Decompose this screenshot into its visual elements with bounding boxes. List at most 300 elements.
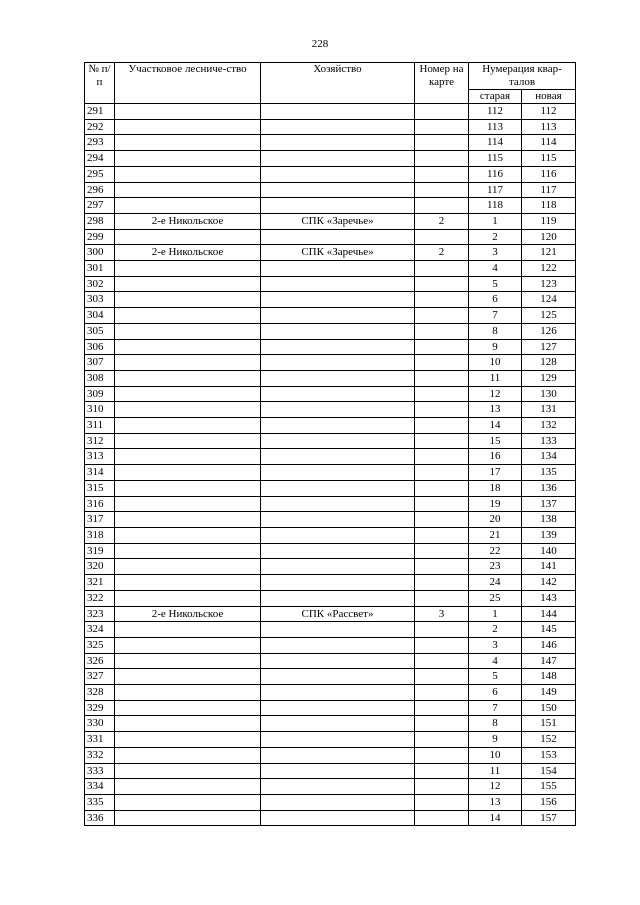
header-quarters: Нумерация квар-талов [469,63,576,90]
cell-old-quarter: 112 [469,104,522,120]
cell-forestry [115,276,261,292]
cell-farm [261,496,415,512]
table-row [85,402,576,418]
cell-num: 312 [85,433,115,449]
cell-farm [261,104,415,120]
cell-forestry [115,527,261,543]
cell-map-number [415,496,469,512]
cell-new-quarter: 142 [522,575,576,591]
header-map-number: Номер на карте [415,63,469,104]
cell-old-quarter: 23 [469,559,522,575]
cell-map-number [415,622,469,638]
cell-new-quarter: 120 [522,229,576,245]
cell-farm [261,261,415,277]
cell-new-quarter: 157 [522,810,576,826]
cell-map-number [415,229,469,245]
cell-new-quarter: 121 [522,245,576,261]
table-row [85,198,576,214]
cell-map-number [415,261,469,277]
cell-map-number [415,104,469,120]
cell-old-quarter: 1 [469,606,522,622]
cell-old-quarter: 10 [469,747,522,763]
cell-map-number [415,370,469,386]
cell-map-number [415,480,469,496]
cell-forestry [115,449,261,465]
cell-map-number [415,716,469,732]
cell-old-quarter: 22 [469,543,522,559]
cell-forestry [115,198,261,214]
cell-num: 322 [85,590,115,606]
table-row [85,794,576,810]
cell-map-number [415,732,469,748]
cell-num: 311 [85,418,115,434]
table-row [85,716,576,732]
cell-old-quarter: 13 [469,402,522,418]
cell-old-quarter: 11 [469,370,522,386]
cell-new-quarter: 115 [522,151,576,167]
cell-forestry: 2-е Никольское [115,606,261,622]
cell-farm [261,685,415,701]
cell-num: 318 [85,527,115,543]
cell-farm [261,590,415,606]
cell-old-quarter: 13 [469,794,522,810]
cell-map-number [415,465,469,481]
table-row [85,763,576,779]
cell-farm [261,763,415,779]
header-new: новая [522,90,576,104]
cell-forestry [115,119,261,135]
cell-farm [261,527,415,543]
cell-new-quarter: 132 [522,418,576,434]
cell-num: 308 [85,370,115,386]
cell-map-number [415,794,469,810]
cell-old-quarter: 118 [469,198,522,214]
cell-old-quarter: 16 [469,449,522,465]
cell-new-quarter: 139 [522,527,576,543]
cell-old-quarter: 14 [469,418,522,434]
cell-new-quarter: 119 [522,213,576,229]
cell-new-quarter: 148 [522,669,576,685]
cell-forestry [115,229,261,245]
cell-new-quarter: 156 [522,794,576,810]
table-row [85,323,576,339]
cell-new-quarter: 114 [522,135,576,151]
cell-map-number [415,119,469,135]
cell-forestry [115,810,261,826]
cell-num: 296 [85,182,115,198]
cell-forestry [115,386,261,402]
cell-num: 299 [85,229,115,245]
cell-forestry [115,323,261,339]
cell-num: 320 [85,559,115,575]
table-row [85,559,576,575]
table-row [85,213,576,229]
table-row [85,543,576,559]
cell-old-quarter: 7 [469,308,522,324]
cell-forestry [115,166,261,182]
cell-new-quarter: 143 [522,590,576,606]
cell-farm [261,700,415,716]
cell-old-quarter: 11 [469,763,522,779]
cell-old-quarter: 3 [469,637,522,653]
cell-new-quarter: 116 [522,166,576,182]
table-row [85,386,576,402]
cell-map-number [415,669,469,685]
cell-forestry [115,590,261,606]
cell-num: 333 [85,763,115,779]
cell-map-number [415,449,469,465]
cell-num: 293 [85,135,115,151]
cell-new-quarter: 131 [522,402,576,418]
cell-new-quarter: 125 [522,308,576,324]
cell-num: 315 [85,480,115,496]
cell-new-quarter: 137 [522,496,576,512]
cell-num: 310 [85,402,115,418]
cell-num: 301 [85,261,115,277]
table-row [85,637,576,653]
table-row [85,292,576,308]
cell-farm [261,810,415,826]
cell-old-quarter: 24 [469,575,522,591]
cell-farm [261,575,415,591]
cell-new-quarter: 126 [522,323,576,339]
cell-new-quarter: 112 [522,104,576,120]
cell-map-number [415,527,469,543]
cell-num: 331 [85,732,115,748]
cell-old-quarter: 117 [469,182,522,198]
cell-map-number [415,747,469,763]
cell-forestry [115,700,261,716]
cell-old-quarter: 114 [469,135,522,151]
cell-forestry [115,637,261,653]
cell-old-quarter: 116 [469,166,522,182]
cell-farm: СПК «Заречье» [261,213,415,229]
cell-num: 330 [85,716,115,732]
cell-forestry [115,575,261,591]
cell-map-number [415,810,469,826]
cell-num: 305 [85,323,115,339]
table-row [85,135,576,151]
cell-old-quarter: 2 [469,229,522,245]
cell-old-quarter: 9 [469,339,522,355]
cell-forestry [115,622,261,638]
cell-old-quarter: 12 [469,779,522,795]
cell-num: 328 [85,685,115,701]
cell-old-quarter: 1 [469,213,522,229]
cell-new-quarter: 134 [522,449,576,465]
cell-forestry [115,465,261,481]
cell-map-number [415,575,469,591]
cell-forestry [115,370,261,386]
cell-map-number [415,339,469,355]
cell-map-number: 3 [415,606,469,622]
cell-new-quarter: 122 [522,261,576,277]
cell-forestry [115,480,261,496]
table-row [85,261,576,277]
cell-num: 324 [85,622,115,638]
cell-farm [261,135,415,151]
table-row [85,182,576,198]
cell-farm [261,559,415,575]
cell-farm [261,339,415,355]
cell-map-number [415,386,469,402]
cell-new-quarter: 123 [522,276,576,292]
cell-old-quarter: 20 [469,512,522,528]
cell-old-quarter: 4 [469,261,522,277]
cell-map-number [415,292,469,308]
cell-forestry [115,182,261,198]
cell-farm [261,370,415,386]
cell-old-quarter: 4 [469,653,522,669]
table-row [85,276,576,292]
cell-map-number [415,402,469,418]
cell-map-number [415,166,469,182]
cell-new-quarter: 118 [522,198,576,214]
cell-farm [261,292,415,308]
cell-forestry [115,151,261,167]
table-row [85,418,576,434]
cell-new-quarter: 135 [522,465,576,481]
cell-forestry [115,716,261,732]
cell-num: 306 [85,339,115,355]
cell-map-number [415,323,469,339]
cell-farm [261,637,415,653]
cell-new-quarter: 136 [522,480,576,496]
cell-forestry [115,135,261,151]
table-row [85,308,576,324]
table-row [85,229,576,245]
cell-num: 336 [85,810,115,826]
cell-new-quarter: 149 [522,685,576,701]
header-num: № п/п [85,63,115,104]
cell-new-quarter: 144 [522,606,576,622]
table-row [85,622,576,638]
cell-new-quarter: 127 [522,339,576,355]
cell-new-quarter: 133 [522,433,576,449]
cell-farm: СПК «Рассвет» [261,606,415,622]
table-row [85,527,576,543]
cell-farm [261,323,415,339]
cell-num: 323 [85,606,115,622]
table-row [85,732,576,748]
cell-farm [261,182,415,198]
cell-map-number [415,763,469,779]
cell-forestry [115,433,261,449]
cell-old-quarter: 25 [469,590,522,606]
cell-new-quarter: 147 [522,653,576,669]
table-row [85,747,576,763]
cell-farm [261,653,415,669]
cell-num: 319 [85,543,115,559]
cell-farm [261,732,415,748]
cell-new-quarter: 124 [522,292,576,308]
cell-old-quarter: 6 [469,292,522,308]
cell-map-number [415,418,469,434]
cell-forestry [115,418,261,434]
cell-new-quarter: 155 [522,779,576,795]
table-row [85,449,576,465]
cell-forestry [115,779,261,795]
cell-new-quarter: 151 [522,716,576,732]
cell-farm [261,119,415,135]
quarters-table [84,62,576,826]
cell-farm [261,449,415,465]
cell-farm [261,543,415,559]
cell-map-number [415,182,469,198]
header-forestry: Участковое лесниче-ство [115,63,261,104]
cell-map-number [415,653,469,669]
cell-num: 327 [85,669,115,685]
cell-forestry [115,402,261,418]
cell-map-number [415,559,469,575]
cell-farm [261,669,415,685]
table-row [85,590,576,606]
cell-old-quarter: 7 [469,700,522,716]
cell-num: 292 [85,119,115,135]
cell-num: 295 [85,166,115,182]
cell-farm: СПК «Заречье» [261,245,415,261]
table-row [85,339,576,355]
cell-forestry [115,104,261,120]
cell-map-number [415,512,469,528]
header-old: старая [469,90,522,104]
cell-num: 297 [85,198,115,214]
cell-num: 300 [85,245,115,261]
cell-old-quarter: 19 [469,496,522,512]
cell-old-quarter: 8 [469,716,522,732]
cell-num: 334 [85,779,115,795]
cell-farm [261,402,415,418]
cell-map-number [415,685,469,701]
cell-map-number [415,198,469,214]
cell-forestry [115,747,261,763]
cell-map-number [415,433,469,449]
cell-num: 316 [85,496,115,512]
cell-forestry [115,512,261,528]
table-row [85,575,576,591]
cell-farm [261,480,415,496]
cell-forestry [115,732,261,748]
table-row [85,119,576,135]
table-row [85,480,576,496]
cell-old-quarter: 3 [469,245,522,261]
cell-new-quarter: 129 [522,370,576,386]
cell-forestry [115,339,261,355]
table-row [85,151,576,167]
cell-new-quarter: 150 [522,700,576,716]
cell-forestry [115,355,261,371]
table-row [85,669,576,685]
cell-old-quarter: 5 [469,669,522,685]
table-row [85,245,576,261]
cell-old-quarter: 21 [469,527,522,543]
cell-new-quarter: 145 [522,622,576,638]
cell-num: 294 [85,151,115,167]
cell-map-number [415,543,469,559]
cell-farm [261,779,415,795]
cell-new-quarter: 113 [522,119,576,135]
cell-new-quarter: 152 [522,732,576,748]
cell-farm [261,747,415,763]
cell-forestry [115,543,261,559]
table-row [85,700,576,716]
cell-forestry [115,292,261,308]
cell-num: 325 [85,637,115,653]
cell-old-quarter: 113 [469,119,522,135]
cell-farm [261,151,415,167]
header-farm: Хозяйство [261,63,415,104]
cell-forestry [115,669,261,685]
cell-num: 298 [85,213,115,229]
cell-farm [261,386,415,402]
cell-farm [261,198,415,214]
cell-farm [261,276,415,292]
cell-forestry [115,308,261,324]
table-row [85,496,576,512]
cell-farm [261,308,415,324]
cell-num: 329 [85,700,115,716]
cell-new-quarter: 130 [522,386,576,402]
cell-farm [261,166,415,182]
cell-forestry [115,559,261,575]
cell-new-quarter: 140 [522,543,576,559]
cell-new-quarter: 138 [522,512,576,528]
cell-num: 335 [85,794,115,810]
cell-new-quarter: 153 [522,747,576,763]
cell-map-number [415,590,469,606]
cell-forestry: 2-е Никольское [115,213,261,229]
cell-old-quarter: 8 [469,323,522,339]
table-row [85,512,576,528]
cell-old-quarter: 10 [469,355,522,371]
cell-map-number [415,135,469,151]
cell-farm [261,433,415,449]
cell-farm [261,355,415,371]
cell-old-quarter: 6 [469,685,522,701]
cell-forestry [115,496,261,512]
cell-farm [261,622,415,638]
table-body [85,104,576,826]
cell-old-quarter: 2 [469,622,522,638]
cell-farm [261,465,415,481]
table-row [85,653,576,669]
table-row [85,810,576,826]
cell-new-quarter: 141 [522,559,576,575]
cell-forestry [115,763,261,779]
table-row [85,370,576,386]
cell-old-quarter: 15 [469,433,522,449]
cell-num: 291 [85,104,115,120]
cell-farm [261,418,415,434]
cell-num: 304 [85,308,115,324]
table-row [85,104,576,120]
cell-map-number [415,355,469,371]
cell-map-number [415,276,469,292]
cell-map-number [415,700,469,716]
cell-forestry [115,685,261,701]
cell-old-quarter: 14 [469,810,522,826]
table-row [85,685,576,701]
cell-farm [261,794,415,810]
cell-num: 313 [85,449,115,465]
table-row [85,465,576,481]
cell-new-quarter: 117 [522,182,576,198]
cell-new-quarter: 128 [522,355,576,371]
cell-forestry: 2-е Никольское [115,245,261,261]
cell-old-quarter: 9 [469,732,522,748]
cell-num: 317 [85,512,115,528]
cell-num: 303 [85,292,115,308]
